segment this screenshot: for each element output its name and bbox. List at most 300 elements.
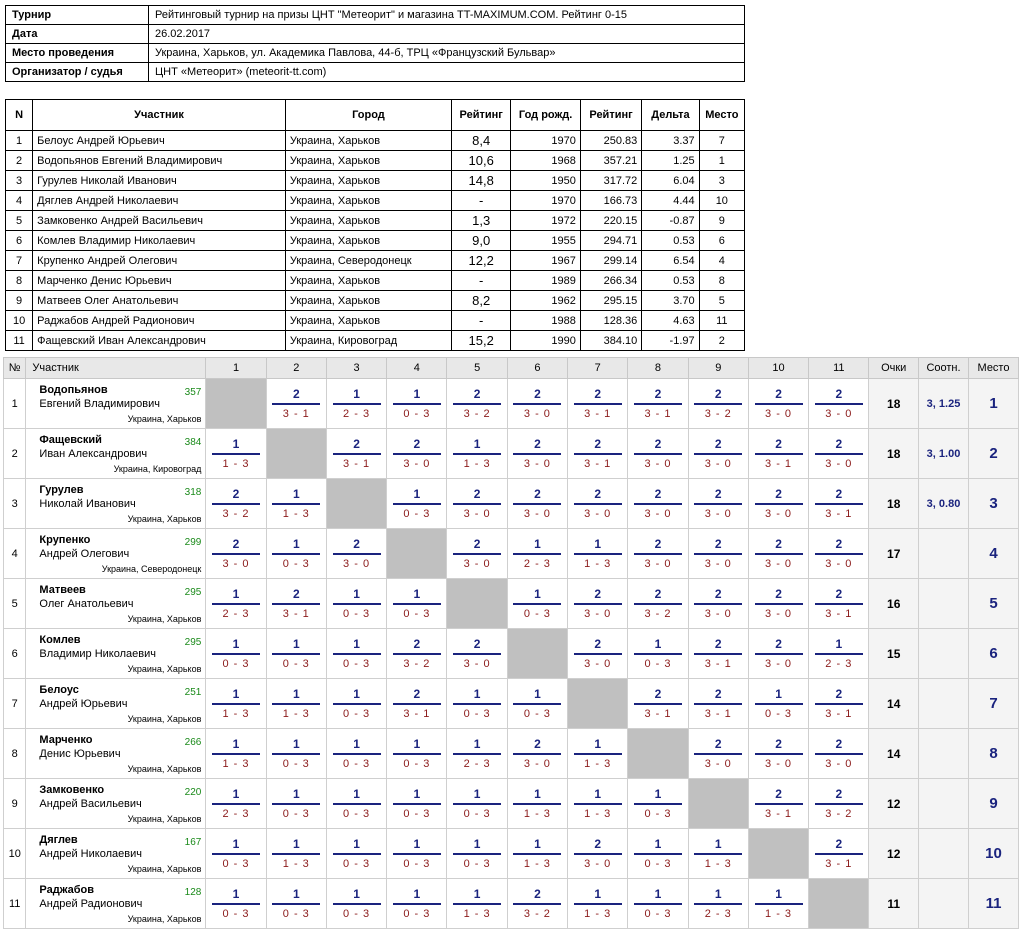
game-points: 2 bbox=[714, 486, 722, 501]
participant-rating-new: 295.15 bbox=[580, 291, 641, 311]
participant-rating: 15,2 bbox=[451, 331, 510, 351]
info-value: Рейтинговый турнир на призы ЦНТ "Метеорит" и магазина TT-MAXIMUM.COM. Рейтинг 0-15 bbox=[149, 6, 745, 25]
final-place: 10 bbox=[969, 829, 1019, 879]
game-result-cell bbox=[447, 379, 507, 429]
game-points: 1 bbox=[413, 886, 421, 901]
game-points: 2 bbox=[714, 536, 722, 551]
game-points: 1 bbox=[714, 886, 722, 901]
game-result-cell bbox=[688, 829, 748, 879]
game-points: 2 bbox=[714, 586, 722, 601]
game-points: 1 bbox=[413, 836, 421, 851]
total-points: 15 bbox=[869, 629, 919, 679]
cross-row-num: 6 bbox=[4, 629, 26, 679]
game-result-cell bbox=[507, 679, 567, 729]
player-surname: Белоус bbox=[39, 684, 79, 696]
game-points: 1 bbox=[654, 636, 662, 651]
game-score: 3 - 0 bbox=[222, 557, 250, 570]
cross-diagonal-cell bbox=[507, 629, 567, 679]
game-result-cell bbox=[507, 779, 567, 829]
cross-row-num: 3 bbox=[4, 479, 26, 529]
game-score: 1 - 3 bbox=[463, 907, 491, 920]
game-score: 3 - 0 bbox=[644, 507, 672, 520]
game-score: 3 - 1 bbox=[403, 707, 431, 720]
participant-place: 1 bbox=[699, 151, 744, 171]
cross-col-header: 9 bbox=[688, 358, 748, 379]
participants-header-row bbox=[6, 100, 745, 131]
game-result-cell bbox=[206, 829, 266, 879]
game-points: 1 bbox=[292, 486, 300, 501]
game-points: 1 bbox=[654, 786, 662, 801]
game-score: 0 - 3 bbox=[403, 507, 431, 520]
game-score: 1 - 3 bbox=[584, 907, 612, 920]
game-score: 0 - 3 bbox=[343, 907, 371, 920]
participant-city: Украина, Харьков bbox=[285, 131, 451, 151]
game-result-cell bbox=[266, 729, 326, 779]
participant-birth-year: 1972 bbox=[511, 211, 580, 231]
participant-place: 2 bbox=[699, 331, 744, 351]
game-result-cell bbox=[507, 379, 567, 429]
game-score: 0 - 3 bbox=[523, 607, 551, 620]
total-points: 14 bbox=[869, 679, 919, 729]
cross-row bbox=[4, 729, 1019, 779]
game-points: 1 bbox=[232, 636, 240, 651]
participant-rating-new: 294.71 bbox=[580, 231, 641, 251]
game-result-cell bbox=[507, 529, 567, 579]
game-score: 0 - 3 bbox=[644, 657, 672, 670]
cross-row-num: 2 bbox=[4, 429, 26, 479]
participant-birth-year: 1970 bbox=[511, 131, 580, 151]
game-points: 1 bbox=[413, 486, 421, 501]
game-result-cell bbox=[447, 729, 507, 779]
game-score: 3 - 1 bbox=[825, 607, 853, 620]
game-score: 3 - 1 bbox=[825, 857, 853, 870]
participant-num: 3 bbox=[6, 171, 33, 191]
game-result-cell bbox=[568, 779, 628, 829]
game-points: 1 bbox=[534, 786, 541, 801]
game-points: 1 bbox=[232, 736, 240, 751]
game-score: 3 - 0 bbox=[704, 557, 732, 570]
cross-col-header: 6 bbox=[507, 358, 567, 379]
participant-delta: 4.63 bbox=[642, 311, 699, 331]
participant-name: Марченко Денис Юрьевич bbox=[33, 271, 286, 291]
game-points: 2 bbox=[835, 836, 843, 851]
participant-rating-new: 299.14 bbox=[580, 251, 641, 271]
game-points: 1 bbox=[775, 686, 782, 701]
game-result-cell bbox=[507, 429, 567, 479]
game-points: 2 bbox=[473, 386, 481, 401]
game-score: 3 - 0 bbox=[523, 457, 551, 470]
total-points: 16 bbox=[869, 579, 919, 629]
game-score: 3 - 1 bbox=[584, 407, 612, 420]
game-score: 0 - 3 bbox=[282, 807, 310, 820]
tiebreak-ratio: 3, 1.25 bbox=[918, 379, 968, 429]
game-result-cell bbox=[447, 779, 507, 829]
final-place: 8 bbox=[969, 729, 1019, 779]
tiebreak-ratio bbox=[918, 629, 968, 679]
participants-table bbox=[5, 99, 745, 351]
participant-delta: -1.97 bbox=[642, 331, 699, 351]
game-points: 2 bbox=[594, 486, 602, 501]
game-points: 1 bbox=[835, 636, 843, 651]
participant-name: Комлев Владимир Николаевич bbox=[33, 231, 286, 251]
cross-col-header: Соотн. bbox=[918, 358, 968, 379]
game-result-cell bbox=[748, 529, 808, 579]
game-score: 3 - 1 bbox=[765, 807, 793, 820]
game-points: 2 bbox=[292, 586, 300, 601]
game-result-cell bbox=[326, 829, 386, 879]
player-surname: Крупенко bbox=[39, 534, 91, 546]
participant-delta: 6.54 bbox=[642, 251, 699, 271]
final-place: 9 bbox=[969, 779, 1019, 829]
game-score: 1 - 3 bbox=[222, 457, 250, 470]
final-place: 3 bbox=[969, 479, 1019, 529]
col-header-rating-new: Рейтинг bbox=[580, 100, 641, 131]
participant-birth-year: 1989 bbox=[511, 271, 580, 291]
col-header-place: Место bbox=[699, 100, 744, 131]
participant-rating-new: 384.10 bbox=[580, 331, 641, 351]
game-score: 2 - 3 bbox=[825, 657, 853, 670]
game-points: 1 bbox=[353, 586, 360, 601]
game-points: 2 bbox=[775, 436, 782, 451]
cross-player bbox=[26, 579, 206, 629]
game-points: 1 bbox=[353, 686, 360, 701]
participant-place: 8 bbox=[699, 271, 744, 291]
game-points: 2 bbox=[654, 536, 662, 551]
game-score: 1 - 3 bbox=[704, 857, 732, 870]
participant-city: Украина, Кировоград bbox=[285, 331, 451, 351]
game-result-cell bbox=[206, 479, 266, 529]
player-rating: 318 bbox=[184, 487, 202, 498]
game-result-cell bbox=[387, 429, 447, 479]
game-points: 1 bbox=[534, 686, 541, 701]
cross-player bbox=[26, 729, 206, 779]
tournament-info-table bbox=[5, 5, 745, 82]
game-score: 0 - 3 bbox=[222, 857, 250, 870]
player-rating: 295 bbox=[184, 637, 202, 648]
game-score: 3 - 0 bbox=[765, 507, 793, 520]
participant-num: 6 bbox=[6, 231, 33, 251]
game-score: 3 - 2 bbox=[704, 407, 732, 420]
cross-player bbox=[26, 829, 206, 879]
participant-row bbox=[6, 331, 745, 351]
game-score: 1 - 3 bbox=[523, 807, 551, 820]
participant-birth-year: 1967 bbox=[511, 251, 580, 271]
game-score: 0 - 3 bbox=[644, 907, 672, 920]
game-score: 3 - 0 bbox=[343, 557, 371, 570]
game-points: 2 bbox=[714, 436, 722, 451]
game-score: 3 - 0 bbox=[825, 757, 853, 770]
player-first-name: Андрей Олегович bbox=[39, 548, 130, 560]
game-points: 2 bbox=[775, 486, 782, 501]
game-result-cell bbox=[809, 779, 869, 829]
player-rating: 128 bbox=[184, 887, 202, 898]
participant-num: 5 bbox=[6, 211, 33, 231]
game-score: 3 - 1 bbox=[584, 457, 612, 470]
game-result-cell bbox=[748, 879, 808, 929]
game-result-cell bbox=[387, 629, 447, 679]
game-result-cell bbox=[568, 729, 628, 779]
game-points: 2 bbox=[473, 536, 481, 551]
cross-player bbox=[26, 529, 206, 579]
cross-row bbox=[4, 529, 1019, 579]
player-first-name: Андрей Радионович bbox=[39, 898, 143, 910]
game-points: 1 bbox=[413, 736, 421, 751]
game-score: 3 - 2 bbox=[825, 807, 853, 820]
participant-birth-year: 1988 bbox=[511, 311, 580, 331]
total-points: 12 bbox=[869, 829, 919, 879]
game-result-cell bbox=[326, 679, 386, 729]
game-score: 0 - 3 bbox=[463, 807, 491, 820]
player-first-name: Андрей Юрьевич bbox=[39, 698, 128, 710]
game-result-cell bbox=[326, 879, 386, 929]
game-result-cell bbox=[266, 629, 326, 679]
cross-col-header: Очки bbox=[869, 358, 919, 379]
game-result-cell bbox=[628, 579, 688, 629]
tiebreak-ratio bbox=[918, 729, 968, 779]
game-score: 0 - 3 bbox=[463, 857, 491, 870]
game-result-cell bbox=[748, 679, 808, 729]
game-score: 3 - 1 bbox=[644, 707, 672, 720]
participant-birth-year: 1990 bbox=[511, 331, 580, 351]
cross-diagonal-cell bbox=[266, 429, 326, 479]
game-points: 1 bbox=[292, 886, 300, 901]
info-row bbox=[6, 63, 745, 82]
game-score: 3 - 1 bbox=[704, 657, 732, 670]
game-score: 3 - 2 bbox=[403, 657, 431, 670]
game-result-cell bbox=[568, 529, 628, 579]
game-result-cell bbox=[568, 829, 628, 879]
game-result-cell bbox=[387, 729, 447, 779]
cross-row bbox=[4, 629, 1019, 679]
game-result-cell bbox=[748, 579, 808, 629]
game-points: 1 bbox=[473, 686, 481, 701]
player-city: Украина, Харьков bbox=[127, 814, 202, 824]
game-points: 1 bbox=[534, 536, 541, 551]
game-result-cell bbox=[447, 629, 507, 679]
game-score: 1 - 3 bbox=[584, 757, 612, 770]
player-first-name: Денис Юрьевич bbox=[39, 748, 121, 760]
game-points: 2 bbox=[835, 786, 843, 801]
participant-rating-new: 250.83 bbox=[580, 131, 641, 151]
game-score: 1 - 3 bbox=[282, 507, 310, 520]
col-header-rating: Рейтинг bbox=[451, 100, 510, 131]
game-points: 2 bbox=[654, 686, 662, 701]
cross-diagonal-cell bbox=[809, 879, 869, 929]
participant-birth-year: 1962 bbox=[511, 291, 580, 311]
game-score: 3 - 0 bbox=[704, 757, 732, 770]
game-points: 1 bbox=[292, 836, 300, 851]
participant-row bbox=[6, 151, 745, 171]
game-score: 0 - 3 bbox=[765, 707, 793, 720]
player-first-name: Владимир Николаевич bbox=[39, 648, 156, 660]
game-score: 1 - 3 bbox=[222, 757, 250, 770]
game-result-cell bbox=[748, 779, 808, 829]
game-result-cell bbox=[809, 679, 869, 729]
game-score: 0 - 3 bbox=[523, 707, 551, 720]
game-result-cell bbox=[628, 629, 688, 679]
game-score: 0 - 3 bbox=[343, 707, 371, 720]
cross-row bbox=[4, 479, 1019, 529]
game-score: 3 - 0 bbox=[765, 757, 793, 770]
player-surname: Комлев bbox=[39, 634, 81, 646]
participant-row bbox=[6, 131, 745, 151]
player-rating: 384 bbox=[184, 437, 202, 448]
total-points: 18 bbox=[869, 379, 919, 429]
game-score: 3 - 0 bbox=[463, 507, 491, 520]
participant-rating-new: 128.36 bbox=[580, 311, 641, 331]
participant-delta: 0.53 bbox=[642, 271, 699, 291]
col-header-participant: Участник bbox=[33, 100, 286, 131]
game-points: 2 bbox=[835, 386, 843, 401]
game-result-cell bbox=[748, 379, 808, 429]
game-result-cell bbox=[266, 479, 326, 529]
game-result-cell bbox=[809, 379, 869, 429]
participant-delta: 6.04 bbox=[642, 171, 699, 191]
game-score: 1 - 3 bbox=[765, 907, 793, 920]
game-result-cell bbox=[809, 729, 869, 779]
game-points: 2 bbox=[473, 636, 481, 651]
player-surname: Марченко bbox=[39, 734, 93, 746]
game-points: 2 bbox=[232, 486, 240, 501]
game-score: 2 - 3 bbox=[523, 557, 551, 570]
game-score: 0 - 3 bbox=[403, 757, 431, 770]
participant-place: 5 bbox=[699, 291, 744, 311]
participant-num: 10 bbox=[6, 311, 33, 331]
game-points: 1 bbox=[473, 736, 481, 751]
game-points: 2 bbox=[473, 486, 481, 501]
player-first-name: Олег Анатольевич bbox=[39, 598, 134, 610]
game-result-cell bbox=[206, 879, 266, 929]
participant-rating: 8,2 bbox=[451, 291, 510, 311]
cross-diagonal-cell bbox=[447, 579, 507, 629]
game-score: 3 - 1 bbox=[282, 607, 310, 620]
game-points: 2 bbox=[775, 536, 782, 551]
game-points: 2 bbox=[775, 636, 782, 651]
info-value: Украина, Харьков, ул. Академика Павлова, 44-б, ТРЦ «Французский Бульвар» bbox=[149, 44, 745, 63]
player-rating: 220 bbox=[184, 787, 202, 798]
cross-row-num: 4 bbox=[4, 529, 26, 579]
final-place: 7 bbox=[969, 679, 1019, 729]
game-score: 1 - 3 bbox=[523, 857, 551, 870]
participant-city: Украина, Харьков bbox=[285, 231, 451, 251]
game-result-cell bbox=[326, 579, 386, 629]
game-result-cell bbox=[266, 579, 326, 629]
game-score: 3 - 1 bbox=[765, 457, 793, 470]
game-result-cell bbox=[447, 529, 507, 579]
tiebreak-ratio bbox=[918, 529, 968, 579]
game-score: 3 - 1 bbox=[825, 507, 853, 520]
game-result-cell bbox=[266, 529, 326, 579]
game-points: 1 bbox=[353, 786, 360, 801]
game-score: 0 - 3 bbox=[282, 757, 310, 770]
game-points: 1 bbox=[473, 886, 481, 901]
participant-city: Украина, Харьков bbox=[285, 151, 451, 171]
cross-col-header: 4 bbox=[387, 358, 447, 379]
cross-col-header: 3 bbox=[326, 358, 386, 379]
player-city: Украина, Харьков bbox=[127, 414, 202, 424]
game-points: 2 bbox=[413, 436, 421, 451]
game-result-cell bbox=[387, 779, 447, 829]
player-surname: Матвеев bbox=[39, 584, 86, 596]
game-score: 1 - 3 bbox=[463, 457, 491, 470]
game-score: 3 - 1 bbox=[282, 407, 310, 420]
game-score: 0 - 3 bbox=[343, 807, 371, 820]
game-result-cell bbox=[628, 429, 688, 479]
player-rating: 357 bbox=[184, 387, 202, 398]
game-points: 2 bbox=[775, 386, 782, 401]
game-score: 0 - 3 bbox=[343, 657, 371, 670]
participant-delta: -0.87 bbox=[642, 211, 699, 231]
game-result-cell bbox=[568, 579, 628, 629]
game-result-cell bbox=[507, 879, 567, 929]
player-surname: Фащевский bbox=[39, 434, 102, 446]
game-points: 2 bbox=[534, 386, 541, 401]
game-result-cell bbox=[206, 579, 266, 629]
game-points: 1 bbox=[232, 686, 240, 701]
game-score: 0 - 3 bbox=[282, 907, 310, 920]
game-points: 2 bbox=[534, 886, 541, 901]
game-score: 0 - 3 bbox=[403, 857, 431, 870]
player-surname: Раджабов bbox=[39, 884, 95, 896]
game-points: 1 bbox=[232, 586, 240, 601]
game-result-cell bbox=[447, 429, 507, 479]
player-first-name: Евгений Владимирович bbox=[39, 398, 160, 410]
game-score: 3 - 0 bbox=[584, 657, 612, 670]
cross-col-header: 5 bbox=[447, 358, 507, 379]
game-score: 3 - 1 bbox=[343, 457, 371, 470]
game-points: 2 bbox=[714, 736, 722, 751]
participant-row bbox=[6, 231, 745, 251]
tiebreak-ratio bbox=[918, 779, 968, 829]
game-result-cell bbox=[688, 429, 748, 479]
game-score: 2 - 3 bbox=[343, 407, 371, 420]
player-rating: 251 bbox=[184, 687, 202, 698]
info-row bbox=[6, 44, 745, 63]
game-result-cell bbox=[688, 729, 748, 779]
total-points: 18 bbox=[869, 479, 919, 529]
game-result-cell bbox=[206, 779, 266, 829]
player-first-name: Иван Александрович bbox=[39, 448, 148, 460]
game-points: 1 bbox=[534, 586, 541, 601]
game-result-cell bbox=[206, 679, 266, 729]
game-score: 0 - 3 bbox=[222, 907, 250, 920]
game-points: 2 bbox=[413, 686, 421, 701]
game-score: 3 - 0 bbox=[825, 557, 853, 570]
game-result-cell bbox=[688, 679, 748, 729]
game-result-cell bbox=[809, 479, 869, 529]
game-score: 0 - 3 bbox=[463, 707, 491, 720]
game-result-cell bbox=[809, 529, 869, 579]
participant-name: Матвеев Олег Анатольевич bbox=[33, 291, 286, 311]
game-result-cell bbox=[688, 479, 748, 529]
game-result-cell bbox=[809, 429, 869, 479]
game-score: 3 - 0 bbox=[584, 507, 612, 520]
info-label: Организатор / судья bbox=[6, 63, 149, 82]
game-points: 2 bbox=[714, 686, 722, 701]
player-city: Украина, Северодонецк bbox=[101, 564, 202, 574]
game-result-cell bbox=[206, 529, 266, 579]
cross-col-header: 8 bbox=[628, 358, 688, 379]
participant-place: 3 bbox=[699, 171, 744, 191]
game-result-cell bbox=[266, 829, 326, 879]
game-result-cell bbox=[748, 729, 808, 779]
total-points: 18 bbox=[869, 429, 919, 479]
cross-row-num: 8 bbox=[4, 729, 26, 779]
player-city: Украина, Кировоград bbox=[113, 464, 202, 474]
game-points: 1 bbox=[353, 736, 360, 751]
participant-place: 7 bbox=[699, 131, 744, 151]
game-result-cell bbox=[568, 479, 628, 529]
